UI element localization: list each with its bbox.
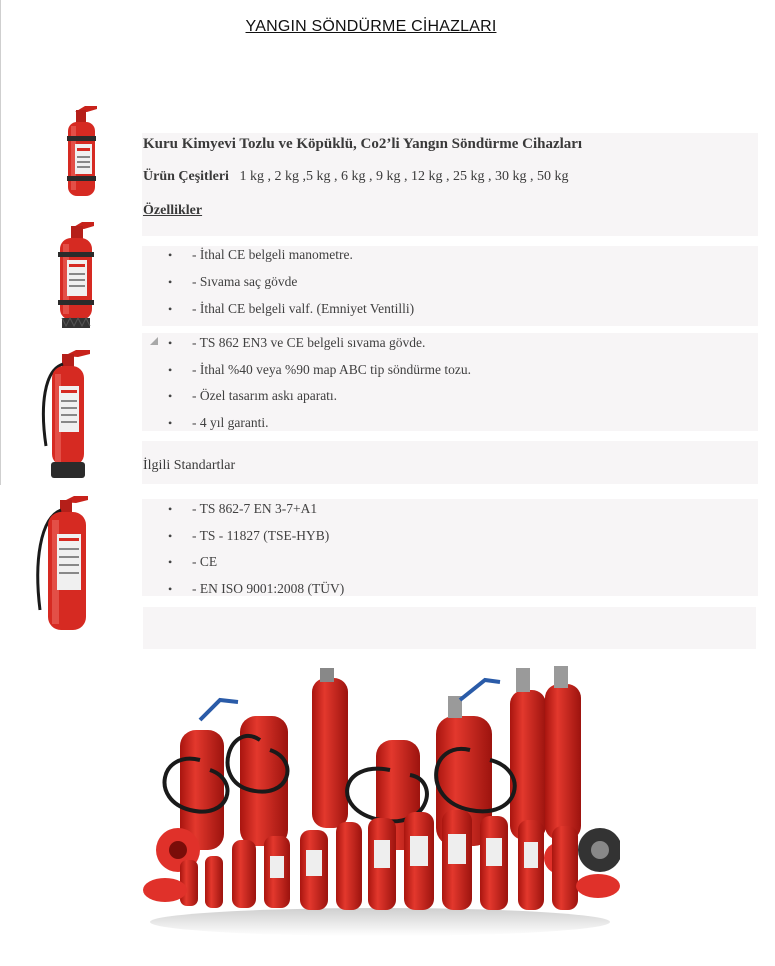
standard-text: - EN ISO 9001:2008 (TÜV): [192, 581, 345, 596]
bullet-dot: •: [168, 416, 173, 430]
bullet-dot: •: [168, 363, 173, 377]
collapse-triangle-icon[interactable]: [150, 337, 158, 345]
feature-item: [168, 415, 268, 431]
bullet-dot: •: [168, 555, 173, 569]
feature-text: - İthal CE belgeli manometre.: [192, 247, 353, 262]
empty-band: [143, 607, 756, 649]
bullet-dot: •: [168, 529, 173, 543]
extinguisher-1kg-image: [55, 100, 105, 200]
extinguisher-group-image: [140, 660, 620, 940]
features-label: Özellikler: [143, 203, 203, 218]
feature-item: [168, 274, 297, 290]
varieties-value: 1 kg , 2 kg ,5 kg , 6 kg , 9 kg , 12 kg , 25 kg , 30 kg , 50 kg: [239, 169, 569, 184]
bullet-dot: •: [168, 248, 173, 262]
bullet-dot: •: [168, 275, 173, 289]
varieties-line: [143, 169, 568, 185]
feature-item: [168, 388, 337, 404]
feature-item: [168, 362, 471, 378]
extinguisher-6kg-image: [36, 346, 96, 481]
feature-item: [168, 335, 425, 351]
extinguisher-9kg-image: [32, 492, 94, 634]
standard-item: [168, 528, 329, 544]
feature-text: - İthal %40 veya %90 map ABC tip söndürme tozu.: [192, 362, 471, 377]
bullet-dot: •: [168, 336, 173, 350]
product-heading: Kuru Kimyevi Tozlu ve Köpüklü, Co2’li Yangın Söndürme Cihazları: [143, 136, 583, 152]
feature-text: - TS 862 EN3 ve CE belgeli sıvama gövde.: [192, 335, 426, 350]
standards-label: İlgili Standartlar: [143, 458, 236, 473]
bullet-dot: •: [168, 389, 173, 403]
standard-text: - CE: [192, 554, 218, 569]
standard-text: - TS - 11827 (TSE-HYB): [192, 528, 330, 543]
feature-item: [168, 301, 414, 317]
standard-item: [168, 581, 344, 597]
feature-text: - Sıvama saç gövde: [192, 274, 298, 289]
standard-item: [168, 554, 217, 570]
page-title: YANGIN SÖNDÜRME CİHAZLARI: [245, 18, 497, 35]
feature-text: - Özel tasarım askı aparatı.: [192, 388, 338, 403]
bullet-dot: •: [168, 582, 173, 596]
feature-text: - 4 yıl garanti.: [192, 415, 269, 430]
varieties-label: Ürün Çeşitleri: [143, 169, 229, 184]
bullet-dot: •: [168, 502, 173, 516]
bullet-dot: •: [168, 302, 173, 316]
feature-item: [168, 247, 353, 263]
feature-text: - İthal CE belgeli valf. (Emniyet Ventilli): [192, 301, 415, 316]
standard-item: [168, 501, 317, 517]
standard-text: - TS 862-7 EN 3-7+A1: [192, 501, 318, 516]
extinguisher-2kg-image: [52, 218, 102, 333]
left-margin-rule: [0, 0, 1, 485]
